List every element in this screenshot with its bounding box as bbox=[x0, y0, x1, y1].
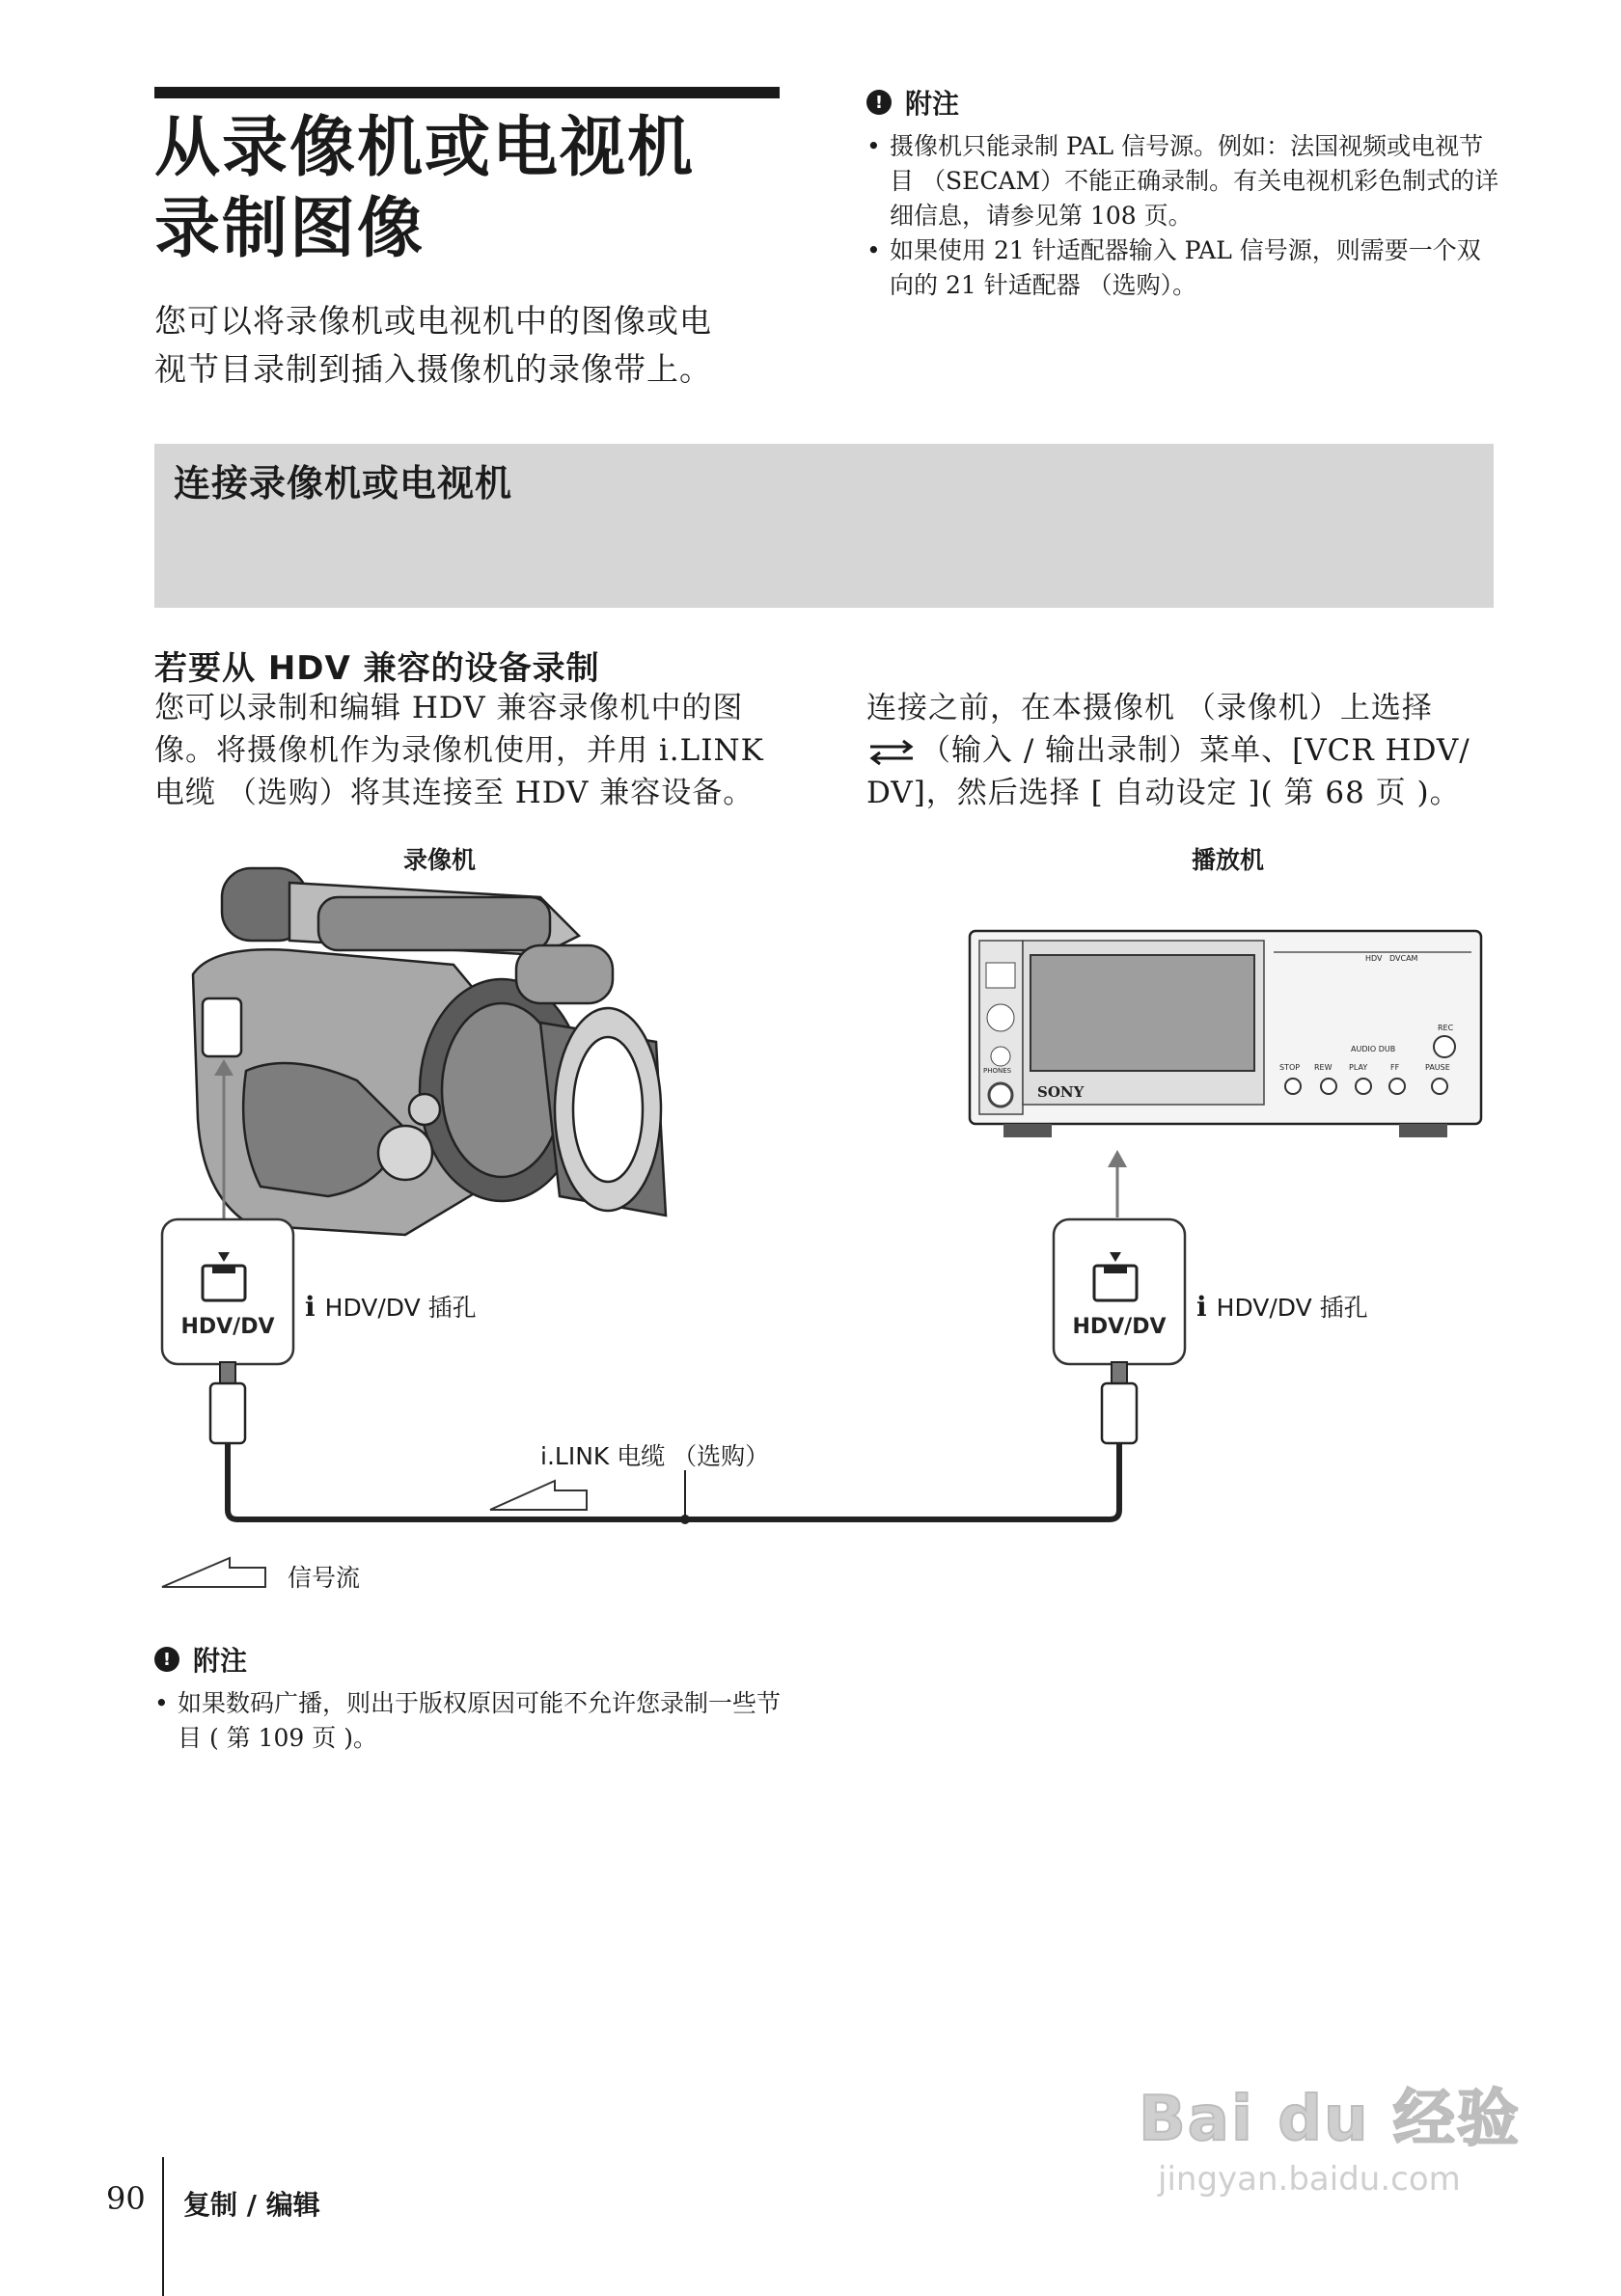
cable-signal-flow-arrow bbox=[490, 1481, 587, 1510]
right-line-2-text: （输入 / 输出录制）菜单、[VCR HDV/ bbox=[920, 733, 1470, 768]
deck-button-stop: STOP bbox=[1279, 1063, 1301, 1072]
ilink-icon: i bbox=[305, 1290, 316, 1323]
note-icon: ! bbox=[866, 90, 892, 115]
deck-label-hdv: HDV bbox=[1365, 954, 1383, 963]
page-number: 90 bbox=[106, 2180, 146, 2217]
camcorder-illustration bbox=[193, 868, 666, 1235]
player-jack-icon-text: HDV/DV bbox=[1072, 1315, 1167, 1339]
baidu-watermark bbox=[1139, 2069, 1544, 2199]
recorder-jack-icon-text: HDV/DV bbox=[180, 1315, 275, 1339]
recorder-label: 录像机 bbox=[403, 846, 477, 874]
left-plug bbox=[210, 1362, 245, 1474]
page-title-line-2: 录制图像 bbox=[154, 191, 426, 267]
note-top-item-2: • 如果使用 21 针适配器输入 PAL 信号源，则需要一个双向的 21 针适配器 （选购）。 bbox=[866, 233, 1503, 303]
note-bottom-item-1: • 如果数码广播，则出于版权原因可能不允许您录制一些节目 ( 第 109 页 )。 bbox=[154, 1686, 791, 1756]
footer-rule bbox=[162, 2157, 164, 2296]
cable-label-leader-dot bbox=[680, 1515, 690, 1524]
deck-brand-text: SONY bbox=[1037, 1083, 1085, 1101]
left-line-3: 电缆 （选购）将其连接至 HDV 兼容设备。 bbox=[154, 776, 755, 810]
subsection-title: 若要从 HDV 兼容的设备录制 bbox=[154, 649, 600, 688]
signal-flow-label: 信号流 bbox=[288, 1564, 361, 1592]
section-title: 连接录像机或电视机 bbox=[174, 462, 513, 505]
left-line-1: 您可以录制和编辑 HDV 兼容录像机中的图 bbox=[154, 691, 744, 725]
deck-label-rec: REC bbox=[1438, 1024, 1454, 1032]
deck-button-rew: REW bbox=[1314, 1063, 1333, 1072]
recorder-jack-box bbox=[162, 1219, 293, 1364]
deck-label-audio-dub: AUDIO DUB bbox=[1351, 1045, 1396, 1053]
deck-button-ff: FF bbox=[1390, 1063, 1400, 1072]
note-bottom bbox=[154, 1640, 791, 1756]
intro-line-1: 您可以将录像机或电视机中的图像或电 bbox=[154, 302, 712, 340]
deck-label-dvcam: DVCAM bbox=[1389, 954, 1418, 963]
cable-label: i.LINK 电缆 （选购） bbox=[540, 1442, 770, 1470]
deck-label-phones: PHONES bbox=[983, 1067, 1012, 1075]
note-top-heading-text: 附注 bbox=[905, 88, 960, 120]
note-top-item-1: • 摄像机只能录制 PAL 信号源。例如：法国视频或电视节目 （SECAM）不能正确录制。有关电视机彩色制式的详细信息，请参见第 108 页。 bbox=[866, 129, 1503, 233]
player-jack-label-text: HDV/DV 插孔 bbox=[1216, 1294, 1368, 1322]
watermark-brand: Bai du 经验 bbox=[1139, 2084, 1521, 2155]
intro-line-2: 视节目录制到插入摄像机的录像带上。 bbox=[154, 350, 712, 388]
note-bottom-heading bbox=[154, 1640, 791, 1679]
note-bottom-heading-text: 附注 bbox=[193, 1645, 248, 1677]
right-plug bbox=[1102, 1362, 1137, 1474]
recorder-jack-label bbox=[305, 1289, 477, 1324]
right-line-3: DV]，然后选择 [ 自动设定 ]( 第 68 页 )。 bbox=[866, 776, 1461, 810]
note-bottom-list bbox=[154, 1686, 791, 1756]
page-title-line-1: 从录像机或电视机 bbox=[154, 110, 696, 186]
ilink-cable bbox=[228, 1471, 1119, 1519]
deck-button-pause: PAUSE bbox=[1425, 1063, 1450, 1072]
player-jack-label bbox=[1196, 1289, 1368, 1324]
right-line-1: 连接之前，在本摄像机 （录像机）上选择 bbox=[866, 691, 1433, 725]
footer-section: 复制 / 编辑 bbox=[183, 2189, 320, 2221]
legend-signal-flow-arrow bbox=[162, 1558, 265, 1587]
player-signal-arrow bbox=[1108, 1150, 1127, 1217]
left-line-2: 像。将摄像机作为录像机使用，并用 i.LINK bbox=[154, 733, 764, 768]
note-icon: ! bbox=[154, 1647, 179, 1672]
deck-button-play: PLAY bbox=[1349, 1063, 1368, 1072]
ilink-icon: i bbox=[1196, 1290, 1207, 1323]
watermark-url: jingyan.baidu.com bbox=[1158, 2160, 1461, 2199]
player-label: 播放机 bbox=[1192, 846, 1265, 874]
player-jack-box bbox=[1054, 1219, 1185, 1364]
recorder-jack-label-text: HDV/DV 插孔 bbox=[324, 1294, 477, 1322]
